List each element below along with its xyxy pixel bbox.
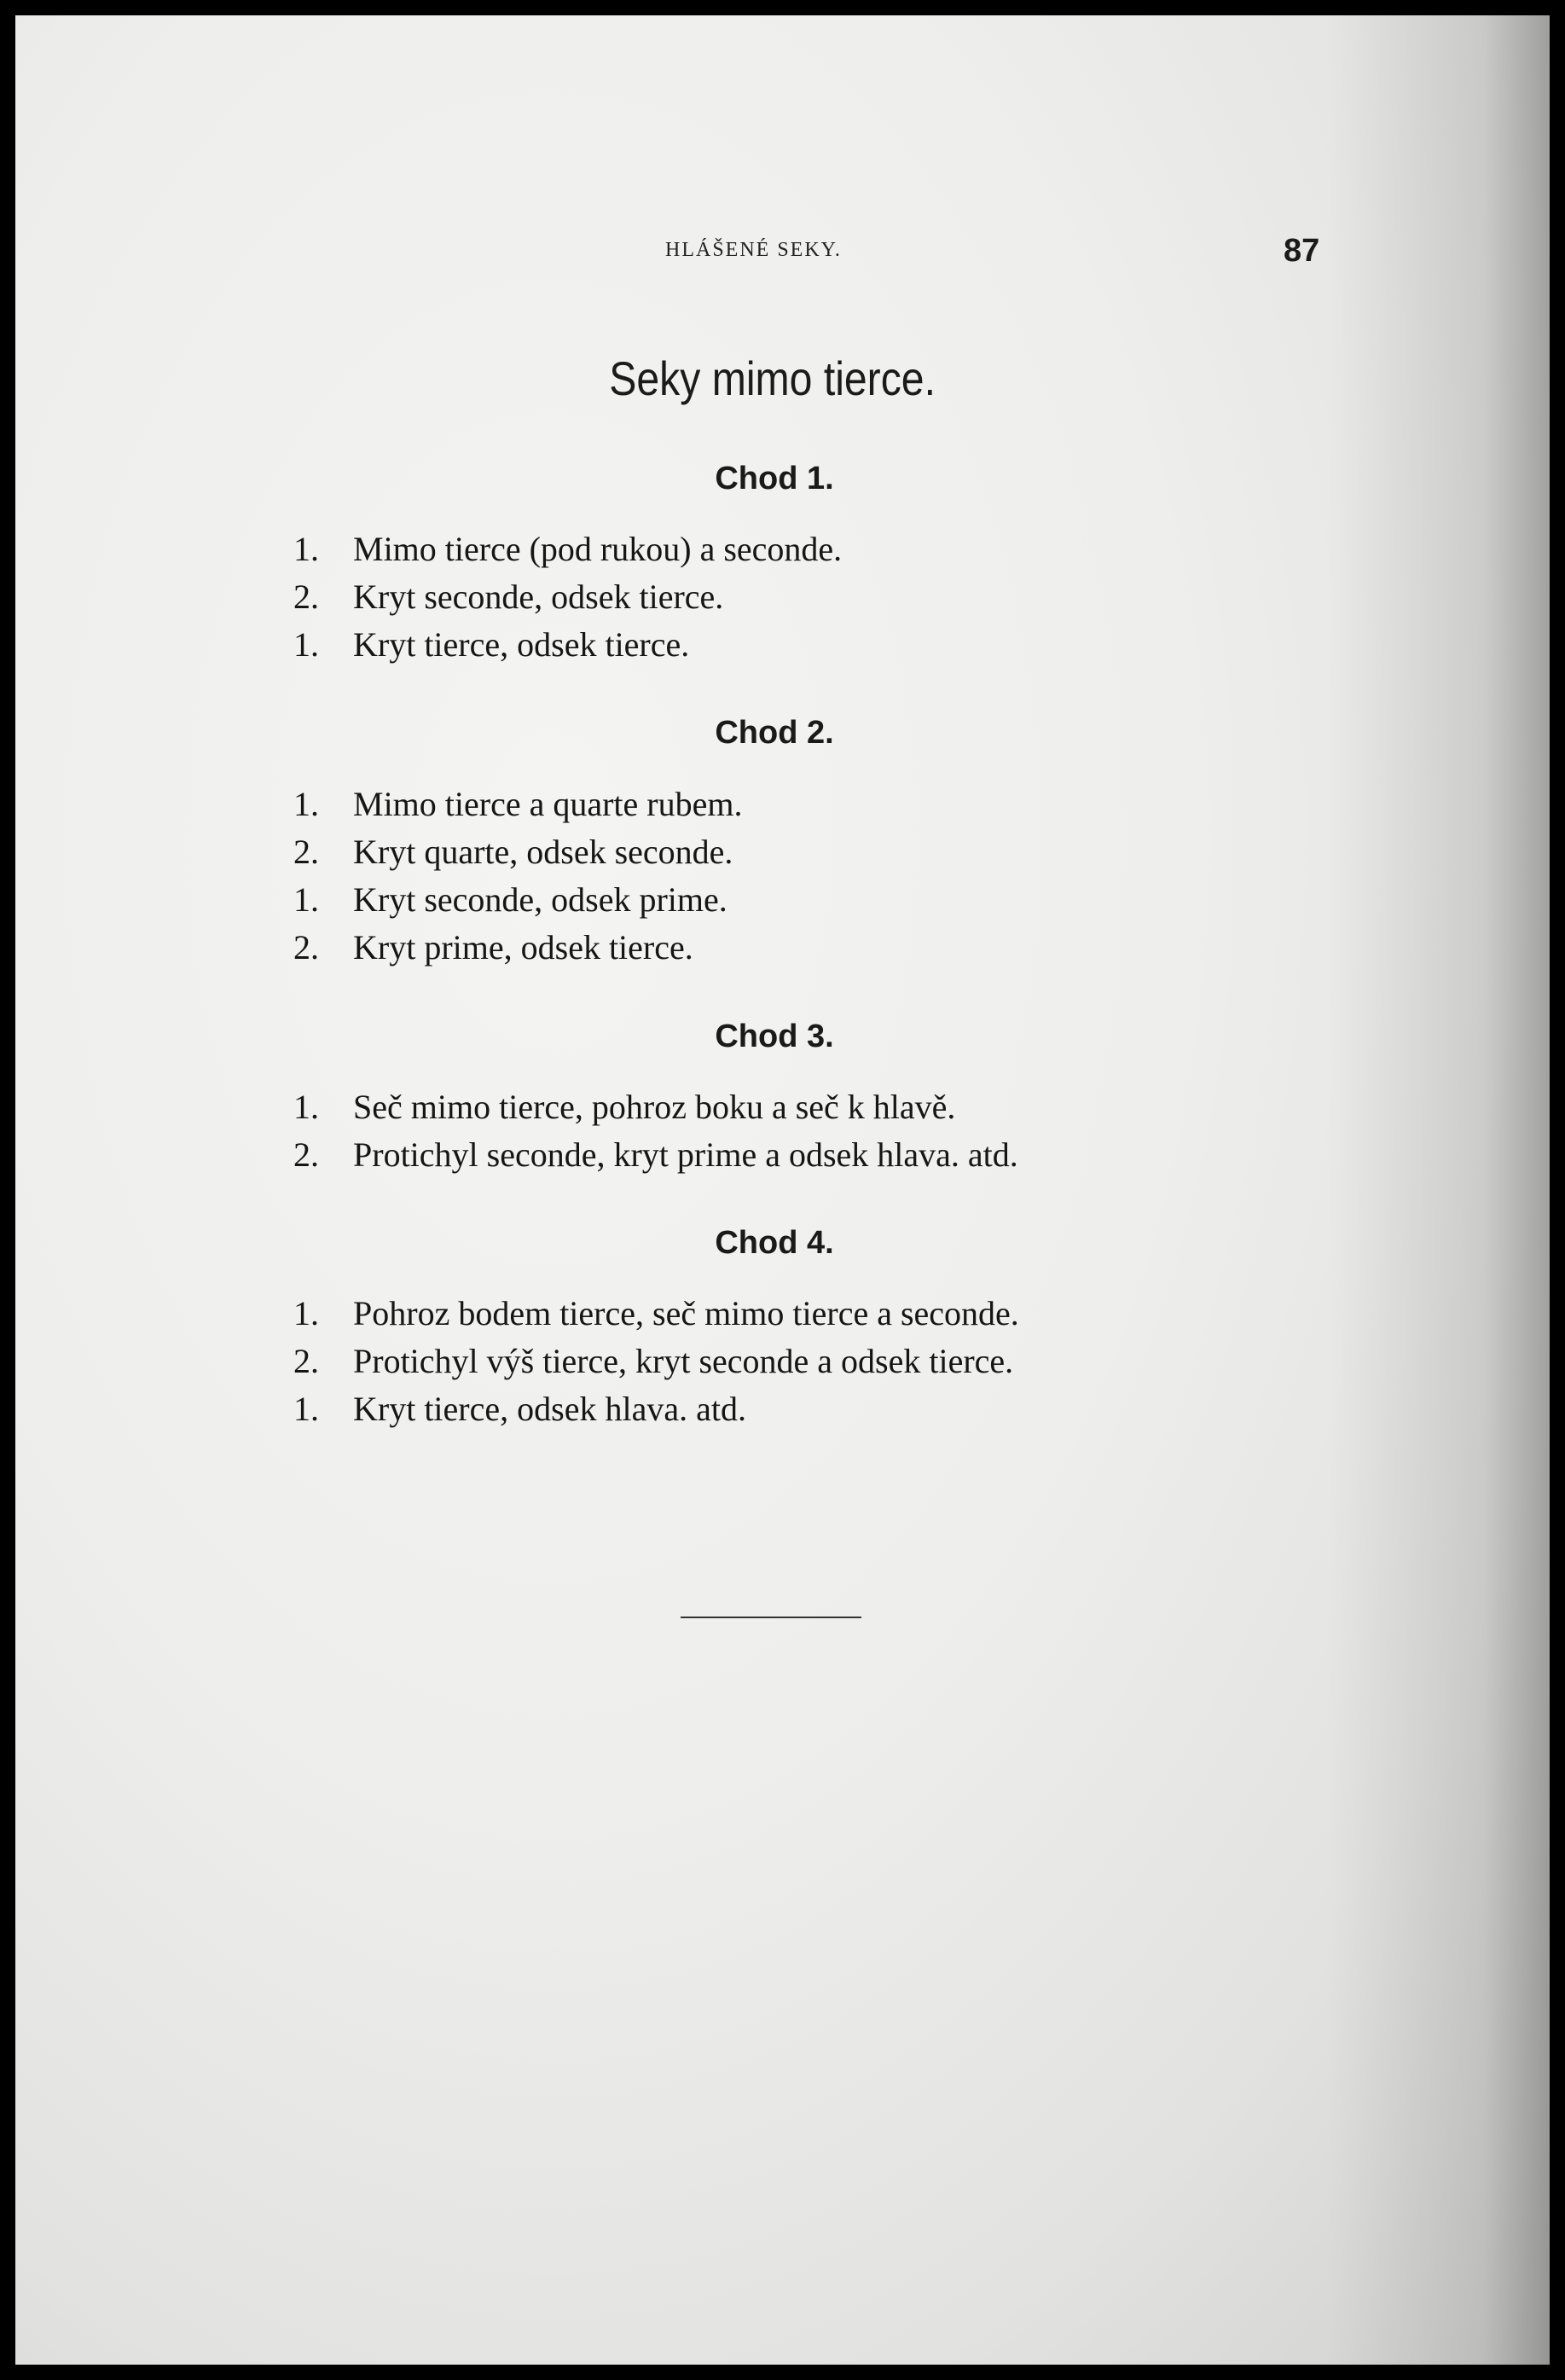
move-line xyxy=(293,781,742,828)
move-line xyxy=(293,1131,1018,1179)
move-line xyxy=(293,621,842,669)
move-number: 2. xyxy=(293,1342,319,1380)
move-text: Mimo tierce (pod rukou) a seconde. xyxy=(353,530,843,568)
move-number: 2. xyxy=(293,833,319,871)
move-text: Kryt seconde, odsek tierce. xyxy=(353,578,724,616)
move-text: Kryt quarte, odsek seconde. xyxy=(353,833,733,871)
move-line xyxy=(293,1083,1018,1131)
move-number: 1. xyxy=(293,1390,319,1428)
move-number: 2. xyxy=(293,928,319,967)
chod-2-moves xyxy=(293,781,742,972)
move-line xyxy=(293,573,842,621)
move-text: Pohroz bodem tierce, seč mimo tierce a seconde. xyxy=(353,1294,1019,1332)
move-text: Kryt prime, odsek tierce. xyxy=(353,928,693,967)
chod-1-moves xyxy=(293,525,842,669)
move-text: Kryt tierce, odsek hlava. atd. xyxy=(353,1390,746,1428)
move-line xyxy=(293,1338,1019,1385)
move-line xyxy=(293,1290,1019,1338)
move-number: 2. xyxy=(293,1135,319,1174)
move-text: Mimo tierce a quarte rubem. xyxy=(353,785,743,823)
move-number: 1. xyxy=(293,1088,319,1126)
move-line xyxy=(293,876,742,924)
move-text: Kryt tierce, odsek tierce. xyxy=(353,625,690,664)
chod-3-moves xyxy=(293,1083,1018,1179)
move-number: 1. xyxy=(293,530,319,568)
page-number: 87 xyxy=(1284,233,1320,269)
move-text: Seč mimo tierce, pohroz boku a seč k hlavě. xyxy=(353,1088,956,1126)
move-text: Protichyl výš tierce, kryt seconde a odsek tierce. xyxy=(353,1342,1014,1380)
chod-1-heading: Chod 1. xyxy=(715,461,834,496)
move-number: 1. xyxy=(293,625,319,664)
move-text: Kryt seconde, odsek prime. xyxy=(353,880,727,919)
move-text: Protichyl seconde, kryt prime a odsek hlava. atd. xyxy=(353,1135,1018,1174)
move-line xyxy=(293,924,742,972)
move-number: 2. xyxy=(293,578,319,616)
section-title: Seky mimo tierce. xyxy=(609,351,936,405)
move-line xyxy=(293,828,742,876)
move-number: 1. xyxy=(293,880,319,919)
move-line xyxy=(293,525,842,573)
end-rule-divider xyxy=(681,1617,861,1618)
chod-2-heading: Chod 2. xyxy=(715,715,834,751)
chod-4-heading: Chod 4. xyxy=(715,1225,834,1261)
move-line xyxy=(293,1385,1019,1433)
chod-3-heading: Chod 3. xyxy=(715,1019,834,1054)
running-head: HLÁŠENÉ SEKY. xyxy=(665,239,842,261)
move-number: 1. xyxy=(293,1294,319,1332)
book-page xyxy=(15,15,1550,2365)
move-number: 1. xyxy=(293,785,319,823)
chod-4-moves xyxy=(293,1290,1019,1433)
